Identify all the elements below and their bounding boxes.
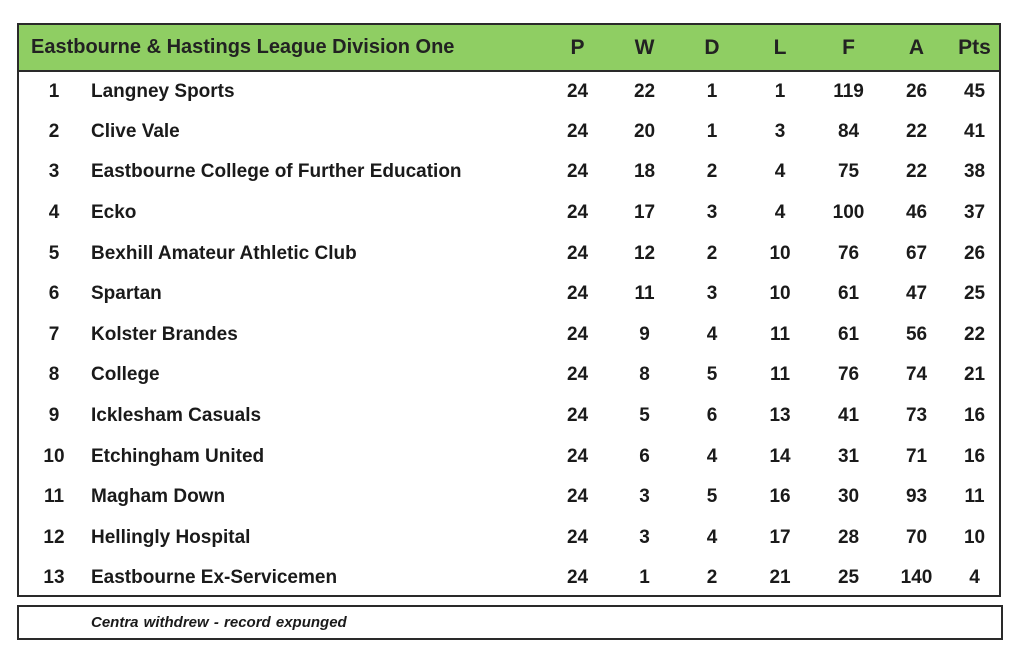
won-cell: 5 — [639, 405, 650, 427]
drawn-cell: 4 — [706, 445, 718, 467]
goals-for-cell: 119 — [833, 80, 864, 102]
won-cell: 6 — [639, 445, 650, 467]
position-cell: 3 — [48, 161, 60, 183]
drawn-cell: 4 — [706, 526, 718, 548]
league-table-container — [17, 23, 1001, 597]
won-cell: 18 — [633, 161, 656, 183]
lost-cell: 21 — [769, 567, 791, 589]
points-cell: 16 — [963, 405, 986, 427]
table-row — [19, 518, 999, 559]
table-row — [19, 355, 999, 396]
lost-cell: 17 — [769, 526, 791, 548]
goals-against-cell: 74 — [905, 364, 928, 386]
column-header-won: W — [634, 35, 655, 59]
points-cell: 38 — [963, 161, 986, 183]
position-cell: 9 — [48, 405, 60, 427]
played-cell: 24 — [566, 567, 589, 589]
won-cell: 11 — [634, 283, 655, 305]
won-cell: 17 — [633, 202, 656, 224]
position-cell: 10 — [43, 445, 65, 467]
points-cell: 4 — [969, 567, 980, 589]
points-cell: 10 — [963, 526, 986, 548]
lost-cell: 1 — [774, 80, 786, 102]
column-header-for: F — [842, 35, 855, 59]
goals-against-cell: 71 — [905, 445, 928, 467]
position-cell: 8 — [48, 364, 60, 386]
table-row — [19, 233, 999, 274]
lost-cell: 14 — [769, 445, 791, 467]
goals-for-cell: 25 — [837, 567, 860, 589]
played-cell: 24 — [566, 283, 589, 305]
won-cell: 20 — [633, 120, 656, 142]
points-cell: 25 — [963, 283, 986, 305]
league-table — [19, 25, 999, 599]
won-cell: 22 — [633, 80, 656, 102]
team-name-cell: College — [91, 364, 160, 386]
goals-for-cell: 61 — [837, 323, 860, 345]
drawn-cell: 5 — [706, 364, 718, 386]
goals-against-cell: 67 — [905, 242, 928, 264]
points-cell: 22 — [963, 323, 986, 345]
column-header-against: A — [908, 35, 925, 59]
team-name-cell: Eastbourne Ex-Servicemen — [91, 567, 338, 589]
lost-cell: 10 — [769, 242, 791, 264]
won-cell: 8 — [639, 364, 650, 386]
table-row — [19, 436, 999, 477]
team-name-cell: Eastbourne College of Further Education — [91, 161, 462, 183]
goals-for-cell: 84 — [837, 120, 860, 142]
won-cell: 1 — [639, 567, 650, 589]
footnote-box — [17, 605, 1003, 640]
drawn-cell: 2 — [706, 242, 718, 264]
played-cell: 24 — [566, 405, 589, 427]
table-header-row — [19, 25, 999, 71]
goals-against-cell: 140 — [900, 567, 933, 589]
footnote-text: Centra withdrew - record expunged — [91, 614, 347, 631]
table-row — [19, 274, 999, 315]
table-row — [19, 558, 999, 599]
position-cell: 2 — [48, 120, 60, 142]
lost-cell: 13 — [769, 405, 791, 427]
points-cell: 21 — [963, 364, 986, 386]
goals-against-cell: 22 — [905, 161, 928, 183]
team-name-cell: Langney Sports — [91, 80, 235, 102]
goals-against-cell: 73 — [905, 405, 928, 427]
drawn-cell: 2 — [706, 567, 718, 589]
played-cell: 24 — [566, 242, 589, 264]
drawn-cell: 1 — [706, 80, 718, 102]
drawn-cell: 2 — [706, 161, 718, 183]
column-header-lost: L — [773, 35, 787, 59]
position-cell: 5 — [48, 242, 60, 264]
goals-against-cell: 22 — [905, 120, 928, 142]
goals-against-cell: 70 — [905, 526, 928, 548]
goals-against-cell: 26 — [905, 80, 928, 102]
won-cell: 3 — [639, 526, 650, 548]
played-cell: 24 — [566, 526, 589, 548]
drawn-cell: 6 — [706, 405, 718, 427]
team-name-cell: Etchingham United — [91, 445, 265, 467]
table-row — [19, 152, 999, 193]
team-name-cell: Spartan — [91, 283, 162, 305]
position-cell: 13 — [43, 567, 65, 589]
points-cell: 16 — [963, 445, 986, 467]
column-header-drawn: D — [704, 35, 720, 59]
position-cell: 6 — [48, 283, 60, 305]
table-body — [19, 71, 999, 599]
drawn-cell: 5 — [706, 486, 718, 508]
goals-against-cell: 47 — [905, 283, 928, 305]
lost-cell: 16 — [769, 486, 791, 508]
points-cell: 45 — [963, 80, 986, 102]
team-name-cell: Magham Down — [91, 486, 226, 508]
played-cell: 24 — [566, 120, 589, 142]
position-cell: 11 — [43, 486, 65, 508]
played-cell: 24 — [566, 364, 589, 386]
drawn-cell: 3 — [706, 202, 718, 224]
lost-cell: 3 — [774, 120, 786, 142]
won-cell: 12 — [633, 242, 656, 264]
goals-for-cell: 100 — [832, 202, 865, 224]
points-cell: 37 — [963, 202, 986, 224]
goals-for-cell: 76 — [837, 242, 860, 264]
goals-against-cell: 46 — [905, 202, 928, 224]
team-name-cell: Clive Vale — [91, 120, 180, 142]
lost-cell: 11 — [769, 364, 791, 386]
lost-cell: 11 — [769, 323, 791, 345]
played-cell: 24 — [566, 323, 589, 345]
position-cell: 1 — [48, 80, 60, 102]
table-row — [19, 396, 999, 437]
won-cell: 3 — [639, 486, 650, 508]
position-cell: 7 — [48, 323, 60, 345]
position-cell: 4 — [48, 202, 60, 224]
table-row — [19, 71, 999, 112]
played-cell: 24 — [566, 445, 589, 467]
points-cell: 26 — [963, 242, 986, 264]
position-cell: 12 — [43, 526, 65, 548]
drawn-cell: 3 — [706, 283, 718, 305]
team-name-cell: Icklesham Casuals — [91, 405, 262, 427]
goals-for-cell: 31 — [837, 445, 860, 467]
team-name-cell: Bexhill Amateur Athletic Club — [91, 242, 357, 264]
points-cell: 41 — [963, 120, 986, 142]
lost-cell: 10 — [769, 283, 791, 305]
goals-against-cell: 56 — [905, 323, 928, 345]
goals-for-cell: 30 — [837, 486, 860, 508]
drawn-cell: 1 — [706, 120, 718, 142]
played-cell: 24 — [566, 161, 589, 183]
goals-for-cell: 41 — [837, 405, 860, 427]
goals-for-cell: 28 — [837, 526, 860, 548]
goals-for-cell: 61 — [837, 283, 860, 305]
team-name-cell: Kolster Brandes — [91, 323, 238, 345]
drawn-cell: 4 — [706, 323, 718, 345]
goals-for-cell: 76 — [837, 364, 860, 386]
goals-against-cell: 93 — [905, 486, 928, 508]
points-cell: 11 — [964, 486, 985, 508]
played-cell: 24 — [566, 202, 589, 224]
table-row — [19, 112, 999, 153]
table-title: Eastbourne & Hastings League Division One — [31, 36, 455, 58]
team-name-cell: Ecko — [91, 202, 137, 224]
column-header-points: Pts — [958, 35, 991, 59]
lost-cell: 4 — [774, 161, 786, 183]
table-row — [19, 193, 999, 234]
team-name-cell: Hellingly Hospital — [91, 526, 251, 548]
table-row — [19, 477, 999, 518]
goals-for-cell: 75 — [837, 161, 860, 183]
lost-cell: 4 — [774, 202, 786, 224]
won-cell: 9 — [639, 323, 650, 345]
table-row — [19, 315, 999, 356]
column-header-played: P — [570, 35, 585, 59]
played-cell: 24 — [566, 80, 589, 102]
played-cell: 24 — [566, 486, 589, 508]
